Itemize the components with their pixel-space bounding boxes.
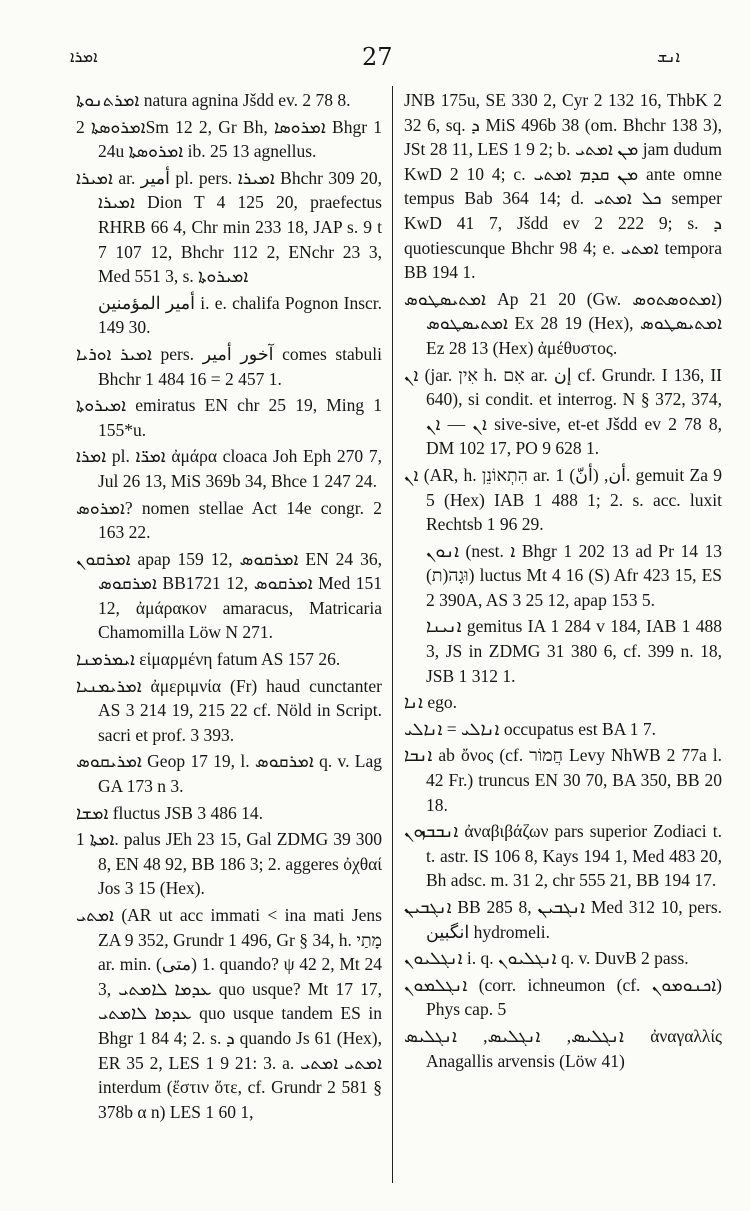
column-divider — [392, 86, 393, 1183]
dictionary-entry: ܐܡܝܪܘܬܐ emiratus EN chr 25 19, Ming 1 155*u. — [76, 395, 382, 440]
dictionary-entry: ܐܡܫܐ fluctus JSB 3 486 14. — [76, 802, 263, 823]
dictionary-entry: ܐܢܒܐ ab ὄνος (cf. חֲמוֹר Levy NhWB 2 77a l. 42 Fr.) truncus EN 30 70, BA 350, BB 20 18. — [404, 745, 722, 815]
dictionary-entry: ܐܡܪܝܩܘܣ Geop 17 19, l. ܐܡܪܩܘܣ q. v. Lag GA 173 n 3. — [76, 751, 382, 797]
page-number: 27 — [362, 43, 393, 71]
dictionary-entry: ܐܡܪܘܣ? nomen stellae Act 14e congr. 2 163 22. — [76, 497, 382, 543]
header-left-catchword: ܐܡܪܐ — [70, 47, 98, 66]
dictionary-entry: ܐܢܓܠܡܘܢ (corr. ichneumon (cf. ܐܟܢܘܡܘܢ) Phys cap. 5 — [404, 974, 722, 1020]
dictionary-entry: ܐܡܬܐ 1. palus JEh 23 15, Gal ZDMG 39 300 8, EN 48 92, BB 186 3; 2. aggeres ὀχθαί Jos 3 15 (Hex). — [76, 829, 382, 899]
page-header — [70, 40, 680, 74]
dictionary-entry: ܐܡܪܝܡܢܝܐ ἀμεριμνία (Fr) haud cunctanter AS 3 214 19, 215 22 cf. Nöld in Script. sacri et prof. 3 393. — [76, 675, 382, 745]
dictionary-entry: ܐܝܡܪܡܢܐ εἱμαρμένη fatum AS 157 26. — [76, 649, 341, 670]
dictionary-entry: ܐܡܝܪܐ ar. أمير pl. pers. ܐܡܝܪܐ Bhchr 309 20, ܐܡܝܪܐ Dion T 4 125 20, praefectus RHRB 66 4, Chr min 233 18, JAP s. 9 t 7 107 12, Bhchr 112 2, ENchr 23 3, Med 551 3, s. ܐܡܝܪܘܬܐ — [76, 167, 382, 287]
dictionary-entry: ܐܡܪܐ pl. ܐܡܪ̈ܐ ἀμάρα cloaca Joh Eph 270 7, Jul 26 13, MiS 369b 34, Bhce 1 247 24. — [76, 446, 382, 491]
header-right-catchword: ܐܢܫ — [656, 47, 680, 66]
dictionary-entry: ܐܢܐ ego. — [404, 692, 457, 713]
dictionary-entry: ܐܢ (AR, h. הִתְאוֹנֵן ar. أن, (أنّ) 1. gemuit Za 9 5 (Hex) IAB 1 488 1; 2. s. acc. luxit Rechtsb 1 96 29. — [404, 464, 722, 535]
dictionary-entry: ܐܢܒܒܙܘܢ ἀναβιβάζων pars superior Zodiaci t. t. astr. IS 106 8, Kays 194 1, Med 483 20, Bh adsc. m. 31 2, chr 555 21, BB 194 17. — [404, 821, 722, 891]
dictionary-entry: ܐܡܬܝܣܛܘܣ Ap 21 20 (Gw. ܐܡܬܘܣܬܘܣ) ܐܡܬܝܣܛܘܣ Ex 28 19 (Hex), ܐܡܬܝܣܛܘܣ Ez 28 13 (Hex) ἀμέθυστος. — [404, 288, 722, 358]
dictionary-entry-continued: JNB 175u, SE 330 2, Cyr 2 132 16, ThbK 2 32 6, sq. ܕ MiS 496b 38 (om. Bhchr 138 3), JSt 28 11, LES 1 9 2; b. ܡܢ ܐܡܬܝ jam dudum KwD 2 10 4; c. ܡܢ ܩܕܡ ܐܡܬܝ ante omne tempus Bab 364 14; d. ܟܠ ܐܡܬܝ semper KwD 41 7, Jšdd ev 2 222 9; s. ܕ quotiescunque Bhchr 98 4; e. ܐܡܬܝ tempora BB 194 1. — [404, 90, 722, 283]
dictionary-entry: ܐܢܘܢ (nest. ܐ Bhgr 1 202 13 ad Pr 14 13 (ת)וּגָה) luctus Mt 4 16 (S) Afr 423 15, ES 2 390A, AS 3 25 12, apap 153 5. — [426, 540, 722, 610]
dictionary-entry: ܐܢܐܠܝ = ܐܢܐܠܝ occupatus est BA 1 7. — [404, 718, 656, 739]
dictionary-entry: ܐܢ (jar. אִין h. אִם ar. إن cf. Grundr. I 136, II 640), si condit. et interrog. N § 372, 374, ܐܢ — ܐܢ sive-sive, et-et Jšdd ev 2 78 8, DM 102 17, PO 9 628 1. — [404, 364, 722, 459]
dictionary-entry: ܐܢܓܒܝܢ BB 285 8, ܐܢܓܒܝܢ Med 312 10, pers. انگبين hydromeli. — [404, 897, 722, 942]
dictionary-entry: ܐܡܪܩܘܢ apap 159 12, ܐܡܪܩܘܣ EN 24 36, ܐܡܪܩܘܣ BB1721 12, ܐܡܪܩܘܣ Med 151 12, ἀμάρακον amaracus, Matricaria Chamomilla Löw N 271. — [76, 548, 382, 643]
dictionary-entry: ܐܡܪܘܣܬܐ 2Sm 12 2, Gr Bh, ܐܡܪܘܣܐ Bhgr 1 24u ܐܡܪܘܣܬܐ ib. 25 13 agnellus. — [76, 116, 382, 162]
dictionary-entry: أمير المؤمنين i. e. chalifa Pognon Inscr. 149 30. — [98, 292, 382, 338]
dictionary-entry: ܐܡܪܬܢܘܬܐ natura agnina Jšdd ev. 2 78 8. — [76, 90, 351, 110]
dictionary-entry: ܐܢܝܢܐ gemitus IA 1 284 v 184, IAB 1 488 3, JS in ZDMG 31 380 6, cf. 399 n. 18, JSB 1 312 1. — [426, 616, 722, 686]
dictionary-entry: ܐܢܓܠܝܣ, ܐܢܓܠܝܣ, ܐܢܓܠܝܣ ἀναγαλλίς Anagallis arvensis (Löw 41) — [404, 1025, 722, 1071]
dictionary-entry: ܐܡܝܪ ܐܘܪܝܐ pers. آخور أمير comes stabuli Bhchr 1 484 16 = 2 457 1. — [76, 343, 382, 389]
left-column — [76, 88, 382, 1195]
dictionary-entry: ܐܡܬܝ (AR ut acc immati < ina mati Jens ZA 9 352, Grundr 1 496, Gr § 34, h. מָתַי ar. min. (متى) 1. quando? ψ 42 2, Mt 24 3, ܥܕܡܐ ܠܐܡܬܝ quo usque? Mt 17 17, ܥܕܡܐ ܠܐܡܬܝ quo usque tandem ES in Bhgr 1 84 4; 2. s. ܕ quando Js 61 (Hex), ER 35 2, LES 1 9 21: 3. a. ܐܡܬܝ ܐܡܬܝ interdum (ἔστιν ὅτε, cf. Grundr 2 581 § 378b α n) LES 1 60 1, — [76, 905, 382, 1122]
right-column — [404, 88, 722, 1195]
dictionary-entry: ܐܢܓܠܝܘܢ i. q. ܐܢܓܠܝܘܢ q. v. DuvB 2 pass. — [404, 948, 689, 969]
